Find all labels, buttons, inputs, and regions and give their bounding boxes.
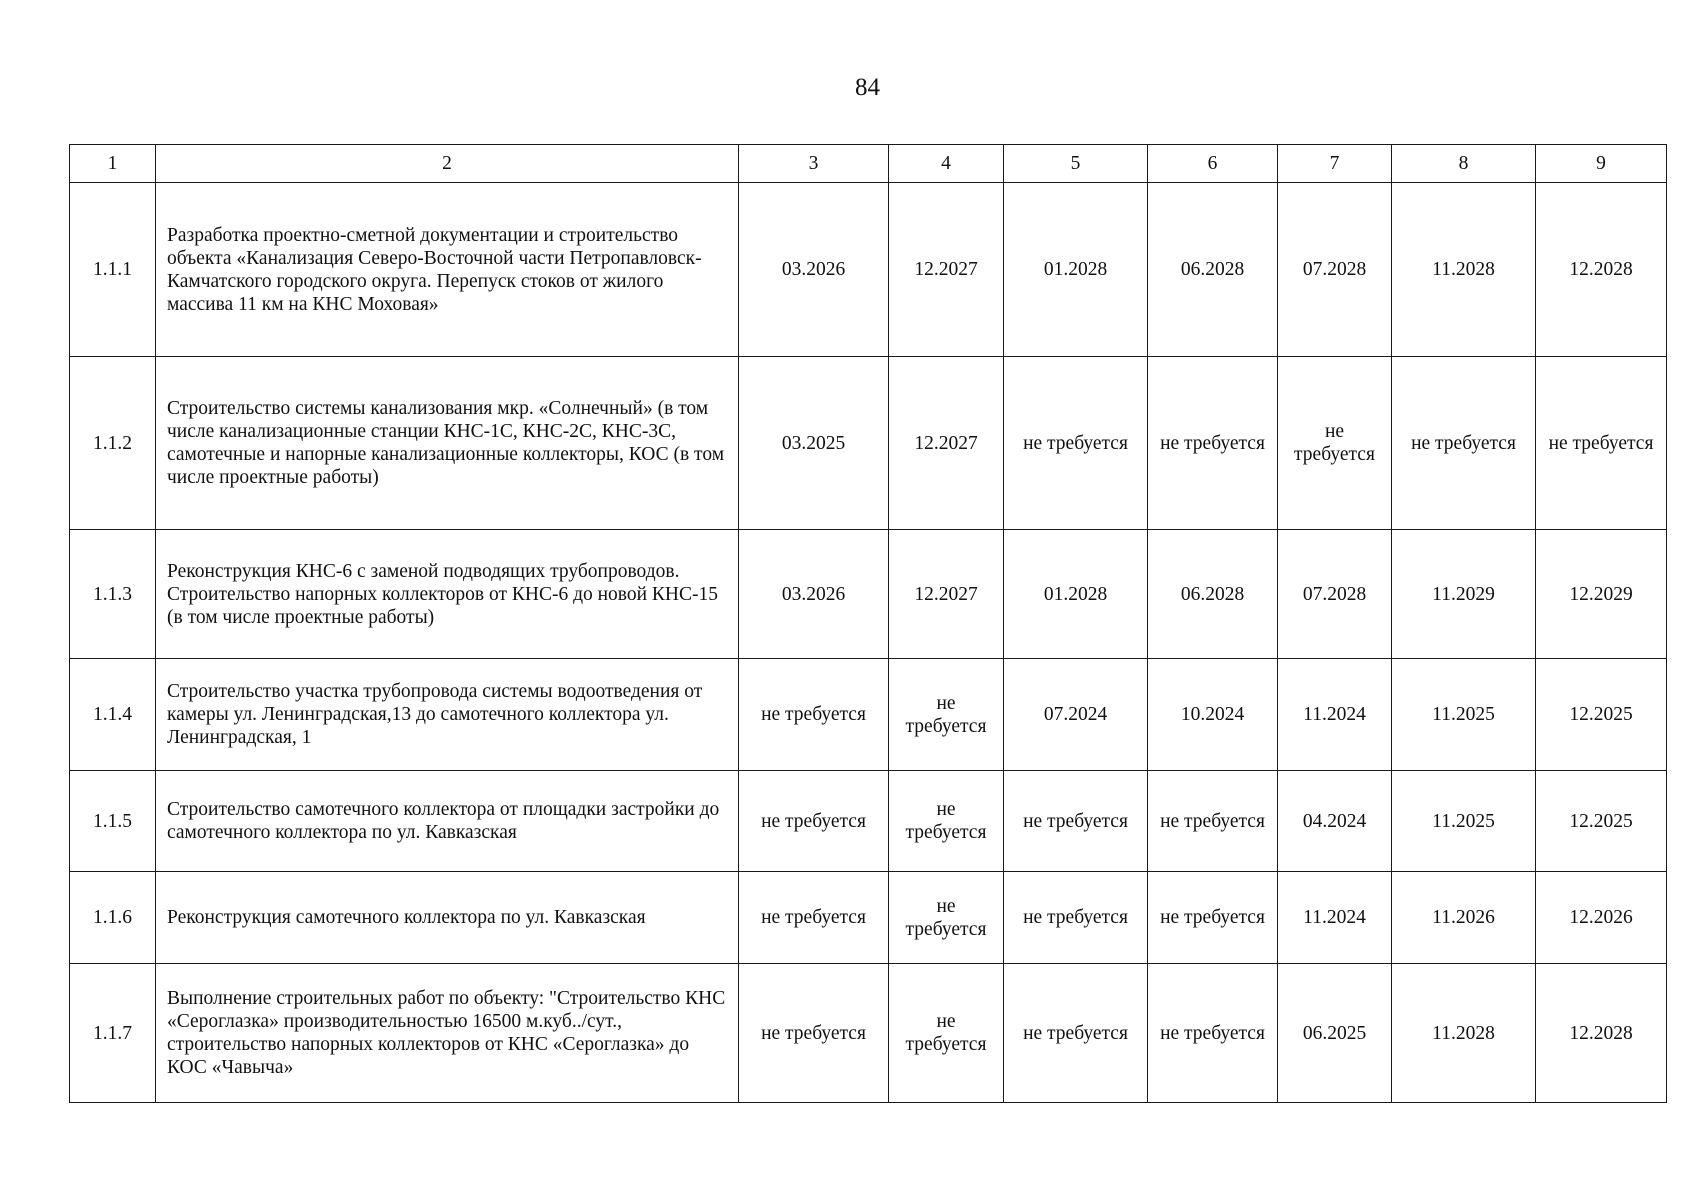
- cell-col8: 11.2028: [1392, 964, 1536, 1103]
- row-description: Реконструкция КНС-6 с заменой подводящих трубопроводов. Строительство напорных коллекторов от КНС-6 до новой КНС-15 (в том числе проектные работы): [156, 530, 739, 659]
- cell-col6: не требуется: [1148, 357, 1278, 530]
- cell-col4: 12.2027: [889, 183, 1004, 357]
- cell-col6: не требуется: [1148, 771, 1278, 872]
- table-row: [70, 659, 1667, 771]
- cell-col6: 06.2028: [1148, 183, 1278, 357]
- header-cell: 9: [1536, 145, 1667, 183]
- table-row: [70, 964, 1667, 1103]
- cell-col9: не требуется: [1536, 357, 1667, 530]
- cell-col3: не требуется: [739, 771, 889, 872]
- table-row: [70, 183, 1667, 357]
- cell-col7: 07.2028: [1278, 530, 1392, 659]
- row-description: Разработка проектно-сметной документации и строительство объекта «Канализация Северо-Восточной части Петропавловск-Камчатского городского округа. Перепуск стоков от жилого массива 11 км на КНС Моховая»: [156, 183, 739, 357]
- cell-col3: 03.2026: [739, 530, 889, 659]
- row-description: Строительство самотечного коллектора от площадки застройки до самотечного коллектора по ул. Кавказская: [156, 771, 739, 872]
- table-row: [70, 530, 1667, 659]
- page-number: 84: [855, 74, 880, 101]
- cell-col3: не требуется: [739, 872, 889, 964]
- cell-col8: 11.2025: [1392, 771, 1536, 872]
- cell-col4: 12.2027: [889, 357, 1004, 530]
- header-cell: 2: [156, 145, 739, 183]
- row-number: 1.1.1: [70, 183, 156, 357]
- cell-col3: 03.2025: [739, 357, 889, 530]
- cell-col8: 11.2025: [1392, 659, 1536, 771]
- header-cell: 1: [70, 145, 156, 183]
- cell-col4: не требуется: [889, 659, 1004, 771]
- cell-col6: не требуется: [1148, 964, 1278, 1103]
- table-row: [70, 357, 1667, 530]
- row-number: 1.1.3: [70, 530, 156, 659]
- cell-col7: не требуется: [1278, 357, 1392, 530]
- cell-col4: не требуется: [889, 872, 1004, 964]
- row-description: Реконструкция самотечного коллектора по ул. Кавказская: [156, 872, 739, 964]
- cell-col7: 11.2024: [1278, 872, 1392, 964]
- cell-col9: 12.2025: [1536, 771, 1667, 872]
- row-number: 1.1.5: [70, 771, 156, 872]
- table-row: [70, 771, 1667, 872]
- cell-col5: не требуется: [1004, 872, 1148, 964]
- cell-col9: 12.2026: [1536, 872, 1667, 964]
- cell-col4: не требуется: [889, 964, 1004, 1103]
- cell-col3: не требуется: [739, 659, 889, 771]
- cell-col4: не требуется: [889, 771, 1004, 872]
- schedule-table: [69, 144, 1667, 1103]
- header-cell: 4: [889, 145, 1004, 183]
- cell-col6: 10.2024: [1148, 659, 1278, 771]
- cell-col9: 12.2028: [1536, 964, 1667, 1103]
- cell-col7: 06.2025: [1278, 964, 1392, 1103]
- table-header-row: [70, 145, 1667, 183]
- cell-col8: 11.2028: [1392, 183, 1536, 357]
- header-cell: 8: [1392, 145, 1536, 183]
- cell-col5: 01.2028: [1004, 183, 1148, 357]
- row-description: Строительство участка трубопровода системы водоотведения от камеры ул. Ленинградская,13 до самотечного коллектора ул. Ленинградская, 1: [156, 659, 739, 771]
- cell-col5: не требуется: [1004, 964, 1148, 1103]
- header-cell: 3: [739, 145, 889, 183]
- cell-col3: не требуется: [739, 964, 889, 1103]
- header-cell: 7: [1278, 145, 1392, 183]
- row-number: 1.1.4: [70, 659, 156, 771]
- cell-col9: 12.2028: [1536, 183, 1667, 357]
- header-cell: 6: [1148, 145, 1278, 183]
- cell-col5: 01.2028: [1004, 530, 1148, 659]
- cell-col5: не требуется: [1004, 357, 1148, 530]
- row-number: 1.1.6: [70, 872, 156, 964]
- cell-col6: 06.2028: [1148, 530, 1278, 659]
- cell-col4: 12.2027: [889, 530, 1004, 659]
- cell-col8: 11.2029: [1392, 530, 1536, 659]
- cell-col7: 11.2024: [1278, 659, 1392, 771]
- cell-col5: не требуется: [1004, 771, 1148, 872]
- table-row: [70, 872, 1667, 964]
- cell-col3: 03.2026: [739, 183, 889, 357]
- row-number: 1.1.7: [70, 964, 156, 1103]
- cell-col8: не требуется: [1392, 357, 1536, 530]
- cell-col6: не требуется: [1148, 872, 1278, 964]
- cell-col9: 12.2029: [1536, 530, 1667, 659]
- header-cell: 5: [1004, 145, 1148, 183]
- row-description: Выполнение строительных работ по объекту: "Строительство КНС «Сероглазка» производительностью 16500 м.куб../сут., строительство напорных коллекторов от КНС «Сероглазка» до КОС «Чавыча»: [156, 964, 739, 1103]
- cell-col9: 12.2025: [1536, 659, 1667, 771]
- cell-col5: 07.2024: [1004, 659, 1148, 771]
- row-description: Строительство системы канализования мкр. «Солнечный» (в том числе канализационные станции КНС-1С, КНС-2С, КНС-3С, самотечные и напорные канализационные коллекторы, КОС (в том числе проектные работы): [156, 357, 739, 530]
- cell-col8: 11.2026: [1392, 872, 1536, 964]
- row-number: 1.1.2: [70, 357, 156, 530]
- cell-col7: 04.2024: [1278, 771, 1392, 872]
- cell-col7: 07.2028: [1278, 183, 1392, 357]
